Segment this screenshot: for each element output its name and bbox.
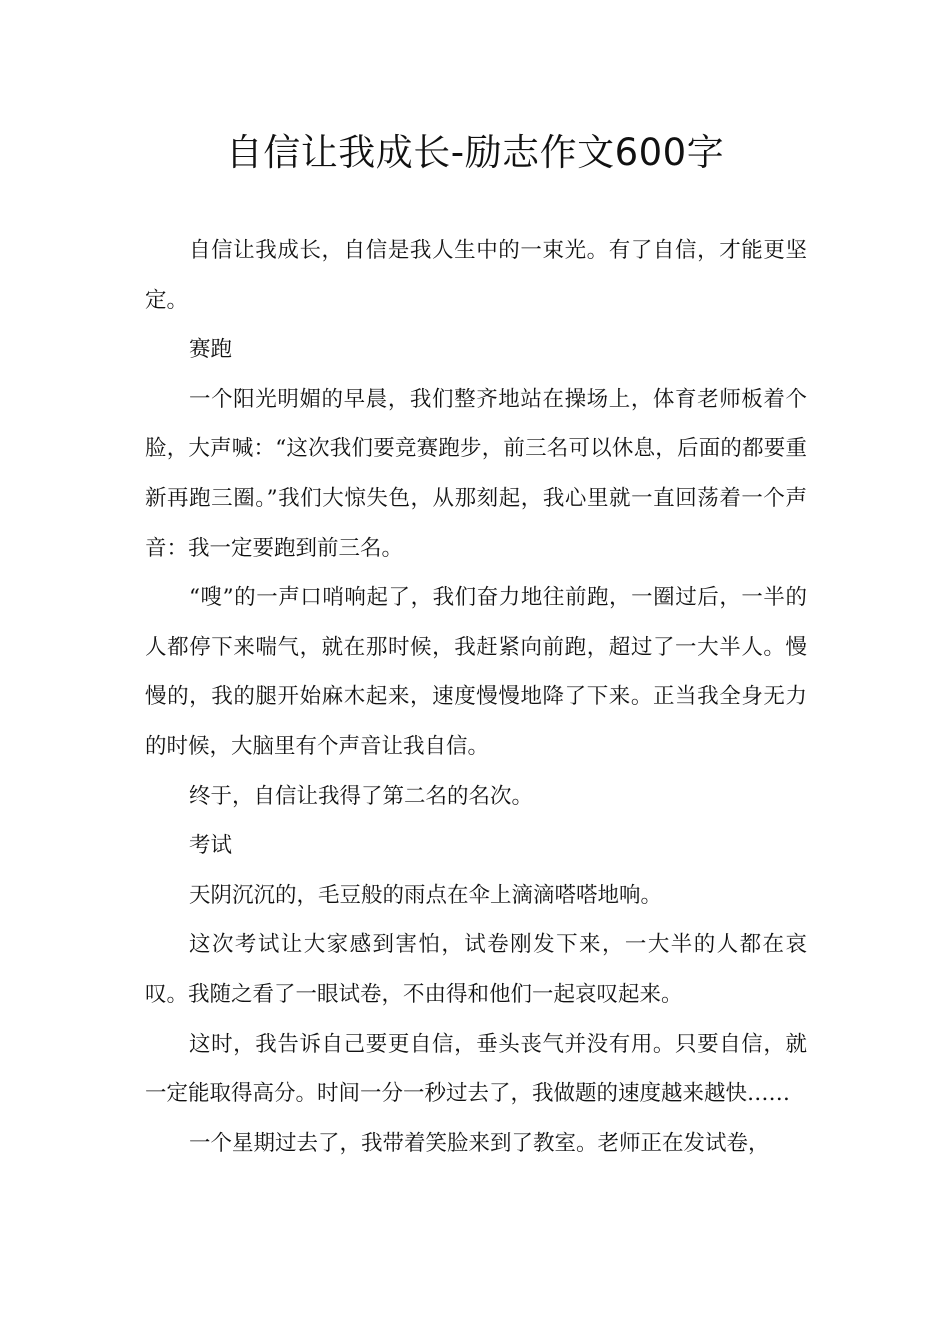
paragraph-exam-week-later: 一个星期过去了，我带着笑脸来到了教室。老师正在发试卷， — [189, 1130, 770, 1156]
paragraph-exam-confidence: 这时，我告诉自己要更自信，垂头丧气并没有用。只要自信，就一定能取得高分。时间一分一秒过去了，我做题的速度越来越快…… — [145, 1031, 807, 1107]
paragraph-race-whistle: “嗖”的一声口哨响起了，我们奋力地往前跑，一圈过后，一半的人都停下来喘气，就在那时候，我赶紧向前跑，超过了一大半人。慢慢的，我的腿开始麻木起来，速度慢慢地降了下来。正当我全身无力的时候，大脑里有个声音让我自信。 — [145, 585, 807, 759]
paragraph-exam-weather: 天阴沉沉的，毛豆般的雨点在伞上滴滴嗒嗒地响。 — [189, 882, 663, 908]
paragraph-race-result: 终于，自信让我得了第二名的名次。 — [189, 783, 534, 809]
section-heading-exam: 考试 — [189, 833, 233, 859]
paragraph-exam-fear: 这次考试让大家感到害怕，试卷刚发下来，一大半的人都在哀叹。我随之看了一眼试卷，不由得和他们一起哀叹起来。 — [145, 932, 807, 1007]
paragraph-intro: 自信让我成长，自信是我人生中的一束光。有了自信，才能更坚定。 — [145, 238, 807, 313]
document-body — [145, 226, 807, 1168]
section-heading-race: 赛跑 — [189, 337, 233, 363]
paragraph-race-morning: 一个阳光明媚的早晨，我们整齐地站在操场上，体育老师板着个脸，大声喊：“这次我们要竞赛跑步，前三名可以休息，后面的都要重新再跑三圈。”我们大惊失色，从那刻起，我心里就一直回荡着一个声音：我一定要跑到前三名。 — [145, 386, 807, 561]
document-title: 自信让我成长-励志作文600字 — [225, 131, 725, 174]
